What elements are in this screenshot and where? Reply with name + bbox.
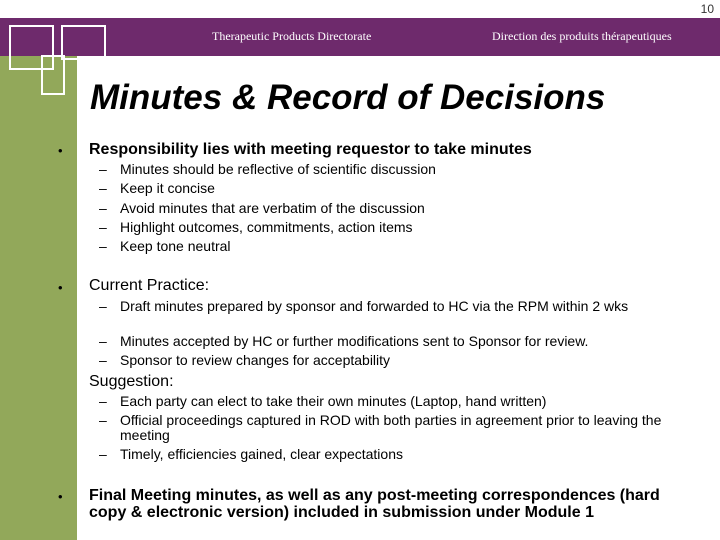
header-title-english: Therapeutic Products Directorate [212,29,372,43]
page-number: 10 [700,2,714,16]
dash-marker: – [99,333,107,349]
section2-item: Minutes accepted by HC or further modifications sent to Sponsor for review. [120,333,589,349]
section2-item: Draft minutes prepared by sponsor and forwarded to HC via the RPM within 2 wks [120,298,629,314]
suggestion-heading: Suggestion: [89,373,174,390]
bullet-marker: • [58,489,63,504]
dash-marker: – [99,200,107,216]
header-title-french: Direction des produits thérapeutiques [492,29,672,43]
section1-item: Avoid minutes that are verbatim of the discussion [120,200,425,216]
dash-marker: – [99,393,107,409]
dash-marker: – [99,180,107,196]
dash-marker: – [99,412,107,428]
bullet-marker: • [58,143,63,158]
section1-item: Keep tone neutral [120,238,231,254]
suggestion-item: Official proceedings captured in ROD with both parties in agreement prior to leaving the meeting [120,412,662,443]
dash-marker: – [99,219,107,235]
dash-marker: – [99,161,107,177]
dash-marker: – [99,446,107,462]
section1-item: Highlight outcomes, commitments, action items [120,219,413,235]
bullet-marker: • [58,280,63,295]
section1-item: Minutes should be reflective of scientific discussion [120,161,436,177]
section2-item: Sponsor to review changes for acceptability [120,352,391,368]
dash-marker: – [99,298,107,314]
dash-marker: – [99,352,107,368]
suggestion-item: Timely, efficiencies gained, clear expectations [120,446,403,462]
section2-heading: Current Practice: [89,277,210,294]
section1-item: Keep it concise [120,180,215,196]
section1-heading: Responsibility lies with meeting requestor to take minutes [89,141,532,158]
section3-heading: Final Meeting minutes, as well as any post-meeting correspondences (hard copy & electronic version) included in submission under Module 1 [89,487,660,521]
suggestion-item: Each party can elect to take their own minutes (Laptop, hand written) [120,393,547,409]
dash-marker: – [99,238,107,254]
slide-title: Minutes & Record of Decisions [90,78,606,117]
